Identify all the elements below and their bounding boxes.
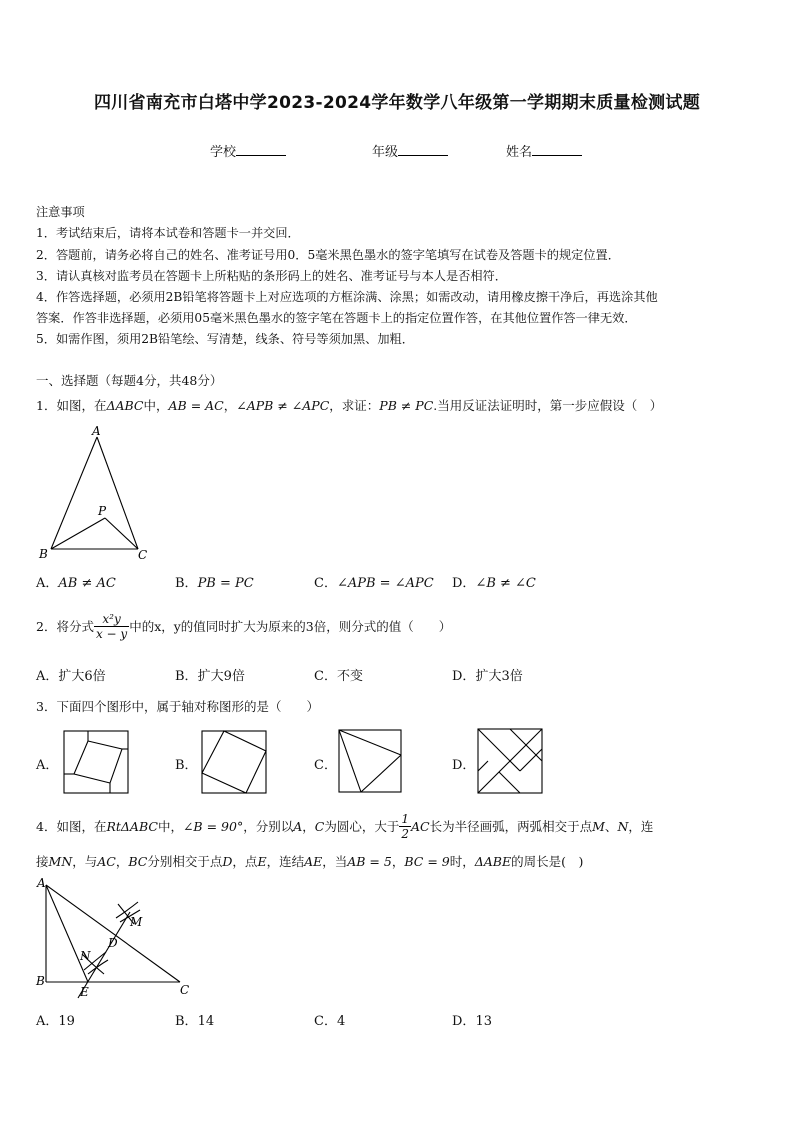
fraction	[399, 812, 411, 841]
option-text: 扩大3倍	[475, 669, 523, 684]
name-blank[interactable]	[532, 143, 582, 156]
q4-option-c[interactable]	[314, 1010, 345, 1029]
math: ΔABC	[106, 398, 144, 413]
label-n: N	[80, 949, 91, 963]
text: 中的x，y的值同时扩大为原来的3倍，则分式的值（ ）	[129, 619, 452, 634]
text: 长为半径画弧，两弧相交于点	[429, 819, 593, 834]
math: BC = 9	[404, 854, 450, 869]
math: BC	[128, 854, 148, 869]
question-4-stem-line2	[36, 852, 583, 870]
label-d: D	[108, 936, 118, 950]
math: MN	[48, 854, 73, 869]
q2-option-d[interactable]	[452, 665, 523, 684]
option-text: 14	[197, 1014, 215, 1029]
question-1-figure	[34, 422, 164, 564]
math: PB ≠ PC	[379, 398, 434, 413]
fraction-denominator: 2	[401, 826, 409, 841]
fraction-numerator: x²y	[94, 612, 129, 627]
math: ΔABE	[474, 854, 512, 869]
text: 、	[604, 819, 618, 834]
math: AC	[411, 818, 430, 834]
text: 接	[36, 854, 49, 869]
label-a: A	[92, 424, 101, 438]
option-text: 不变	[336, 669, 363, 684]
math: D	[222, 854, 233, 869]
q3-figure-a	[62, 729, 130, 795]
option-letter: D．	[452, 669, 476, 684]
math: ∠APB ≠ ∠APC	[236, 398, 330, 413]
math: AE	[304, 854, 323, 869]
option-text: 13	[475, 1014, 492, 1029]
option-text: ∠B ≠ ∠C	[475, 576, 536, 591]
text: ，	[223, 398, 237, 413]
option-text: 4	[336, 1014, 346, 1029]
math: RtΔABC	[106, 818, 158, 834]
question-3-stem: 3．下面四个图形中，属于轴对称图形的是（ ）	[36, 699, 319, 714]
grade-field	[372, 141, 448, 160]
math: AC	[97, 854, 116, 869]
q1-option-d[interactable]	[452, 572, 536, 591]
label-p: P	[98, 504, 107, 518]
name-field	[506, 141, 582, 160]
option-letter: A．	[36, 576, 59, 591]
math: M	[592, 818, 605, 834]
q3-figure-c	[338, 729, 404, 795]
q1-option-a[interactable]	[36, 572, 116, 591]
text: ，连	[628, 819, 654, 834]
math: N	[617, 818, 629, 834]
option-letter: B．	[175, 1014, 198, 1029]
option-text: PB = PC	[197, 576, 254, 591]
option-letter: D．	[452, 576, 476, 591]
text: 分别相交于点	[147, 854, 223, 869]
option-letter: A．	[36, 1014, 59, 1029]
fraction-denominator: x − y	[95, 626, 128, 641]
text: 中，	[157, 819, 183, 834]
label-b: B	[36, 974, 45, 988]
name-label: 姓名	[506, 145, 533, 160]
q2-option-b[interactable]	[175, 665, 245, 684]
label-a: A	[37, 876, 46, 890]
page-title: 四川省南充市白塔中学2023-2024学年数学八年级第一学期期末质量检测试题	[93, 93, 701, 113]
q1-option-c[interactable]	[314, 572, 434, 591]
fraction-numerator: 1	[401, 811, 409, 826]
math: A	[293, 818, 303, 834]
label-c: C	[180, 983, 190, 997]
option-text: AB ≠ AC	[58, 576, 116, 591]
math: AB = 5	[347, 854, 392, 869]
notice-item: 2．答题前，请务必将自己的姓名、准考证号用0．5毫米黑色墨水的签字笔填写在试卷及答题卡的规定位置．	[36, 248, 620, 262]
text: 4．如图，在	[36, 819, 107, 834]
q2-option-c[interactable]	[314, 665, 363, 684]
school-label: 学校	[210, 145, 237, 160]
question-4-stem-line1	[36, 806, 653, 846]
option-text: 扩大6倍	[58, 669, 106, 684]
q3-figure-d	[477, 728, 545, 796]
option-letter: C．	[314, 1014, 337, 1029]
question-4-figure	[34, 874, 204, 1004]
label-m: M	[130, 915, 143, 929]
math: AB = AC	[168, 398, 224, 413]
fraction	[94, 612, 129, 641]
q4-option-b[interactable]	[175, 1010, 214, 1029]
q3-option-b[interactable]: B．	[175, 758, 198, 773]
school-blank[interactable]	[236, 143, 286, 156]
q3-option-d[interactable]: D．	[452, 758, 476, 773]
option-text: 扩大9倍	[197, 669, 245, 684]
text: ，求证：	[329, 398, 380, 413]
math: C	[314, 818, 325, 834]
q1-option-b[interactable]	[175, 572, 254, 591]
text: 的周长是( )	[511, 854, 584, 869]
notice-item: 1．考试结束后，请将本试卷和答题卡一并交回．	[36, 226, 300, 240]
notice-heading: 注意事项	[36, 205, 85, 219]
text: ，	[302, 819, 315, 834]
option-text: 19	[58, 1014, 75, 1029]
option-letter: C．	[314, 669, 337, 684]
option-letter: C．	[314, 576, 337, 591]
text: 1．如图，在	[36, 398, 107, 413]
text: 时，	[449, 854, 475, 869]
q4-option-d[interactable]	[452, 1010, 492, 1029]
notice-item: 答案．作答非选择题，必须用05毫米黑色墨水的签字笔在答题卡上的指定位置作答，在其他位置作答一律无效．	[36, 311, 637, 325]
label-b: B	[39, 547, 48, 561]
text: 2．将分式	[36, 619, 94, 634]
text: 为圆心，大于	[324, 819, 400, 834]
text: 中，	[143, 398, 169, 413]
math: E	[257, 854, 267, 869]
q4-option-a[interactable]	[36, 1010, 75, 1029]
text: .当用反证法证明时，第一步应假设（ ）	[433, 398, 663, 413]
text: ，	[115, 854, 129, 869]
question-1-stem	[36, 396, 662, 414]
grade-blank[interactable]	[398, 143, 448, 156]
text: ，当	[322, 854, 348, 869]
q3-figure-b	[200, 729, 268, 795]
text: ，与	[72, 854, 98, 869]
math: ∠B = 90°	[182, 818, 244, 834]
section-heading: 一、选择题（每题4分，共48分）	[36, 373, 223, 388]
text: ，分别以	[243, 819, 294, 834]
q2-option-a[interactable]	[36, 665, 106, 684]
text: ，点	[232, 854, 258, 869]
option-letter: A．	[36, 669, 59, 684]
text: ，	[391, 854, 405, 869]
option-text: ∠APB = ∠APC	[336, 576, 434, 591]
notice-item: 3．请认真核对监考员在答题卡上所粘贴的条形码上的姓名、准考证号与本人是否相符．	[36, 269, 507, 283]
grade-label: 年级	[372, 145, 399, 160]
q3-option-c[interactable]: C．	[314, 758, 337, 773]
question-2-stem	[36, 606, 451, 646]
label-e: E	[80, 985, 89, 999]
school-field	[210, 141, 286, 160]
option-letter: B．	[175, 669, 198, 684]
notice-item: 4．作答选择题，必须用2B铅笔将答题卡上对应选项的方框涂满、涂黑；如需改动，请用橡皮擦干净后，再选涂其他	[36, 290, 658, 304]
option-letter: D．	[452, 1014, 476, 1029]
label-c: C	[138, 548, 148, 562]
text: ，连结	[266, 854, 305, 869]
option-letter: B．	[175, 576, 198, 591]
notice-item: 5．如需作图，须用2B铅笔绘、写清楚，线条、符号等须加黑、加粗．	[36, 332, 414, 346]
q3-option-a[interactable]: A．	[36, 758, 59, 773]
